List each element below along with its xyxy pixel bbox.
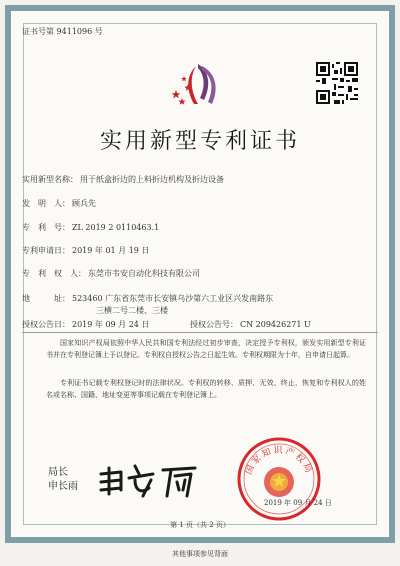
- filing-date-label: 专利申请日：: [22, 246, 70, 255]
- announce-number-value: CN 209426271 U: [240, 320, 311, 329]
- divider: [22, 332, 378, 333]
- qr-code-icon: [316, 62, 358, 104]
- patent-number-row: [22, 222, 159, 233]
- filing-date-value: 2019 年 01 月 19 日: [72, 246, 150, 255]
- certificate-number: [22, 26, 103, 37]
- address-line-1: 523460 广东省东莞市长安镇乌沙第六工业区兴发南路东: [72, 294, 274, 303]
- patent-number-value: ZL 2019 2 0110463.1: [72, 223, 160, 232]
- seal-text: 国家知识产权局: [243, 446, 315, 477]
- cert-no-value: 9411096: [56, 27, 93, 36]
- announce-number-label: 授权公告号：: [190, 320, 238, 329]
- filing-date-row: [22, 245, 149, 256]
- inventor-value: 顾兵先: [72, 199, 96, 208]
- utility-model-name-row: [22, 174, 224, 185]
- page-number: 第 1 页（共 2 页）: [170, 521, 230, 529]
- cert-no-suffix: 号: [94, 27, 103, 36]
- footer-note: 其他事项参见背面: [172, 550, 228, 558]
- certificate-title: 实用新型专利证书: [99, 129, 300, 154]
- patentee-label: 专 利 权 人：: [22, 269, 86, 278]
- director-name-label: 申长雨: [48, 481, 78, 492]
- patent-number-label: 专 利 号：: [22, 223, 70, 232]
- register-paragraph: 专利证书记载专利权登记时的法律状况。专利权的转移、质押、无效、终止、恢复和专利权人的姓名或名称、国籍、地址变更等事项记载在专利登记簿上。: [46, 379, 366, 399]
- address-line-2: 三横二号二楼、三楼: [96, 306, 168, 315]
- utility-model-name-label: 实用新型名称：: [22, 175, 78, 184]
- announce-date-label: 授权公告日：: [22, 320, 70, 329]
- utility-model-name-value: 用于纸盒折边的上料折边机构及折边设备: [80, 175, 224, 184]
- patentee-value: 东莞市韦安自动化科技有限公司: [88, 269, 200, 278]
- cnipa-logo-icon: [168, 60, 232, 112]
- address-row: [22, 293, 273, 304]
- announce-date-value: 2019 年 09 月 24 日: [72, 320, 150, 329]
- inventor-row: [22, 198, 96, 209]
- cert-no-label: 证书号第: [22, 27, 54, 36]
- address-label: 地 址：: [22, 294, 70, 303]
- director-signature: [95, 460, 205, 502]
- inventor-label: 发 明 人：: [22, 199, 70, 208]
- patentee-row: [22, 268, 200, 279]
- grant-paragraph: 国家知识产权局依照中华人民共和国专利法经过初步审查，决定授予专利权，颁发实用新型专利证书并在专利登记簿上予以登记。专利权自授权公告之日起生效。专利权期限为十年，自申请日起算。: [46, 339, 366, 359]
- announce-number-row: [190, 319, 311, 330]
- official-seal-icon: [236, 436, 322, 522]
- director-title-label: 局长: [48, 467, 68, 478]
- announce-date-row: [22, 319, 149, 330]
- seal-date: 2019 年 09 月 24 日: [264, 499, 332, 507]
